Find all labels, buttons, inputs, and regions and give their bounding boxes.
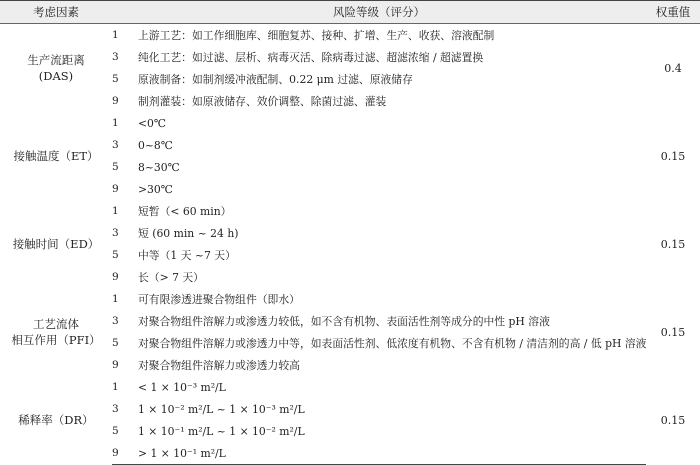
risk-description-cell: 制剂灌装：如原液储存、效价调整、除菌过滤、灌装 xyxy=(138,94,387,108)
score-cell: 3 xyxy=(112,51,119,63)
risk-description-cell: 对聚合物组件溶解力或渗透力中等，如表面活性剂、低浓度有机物、不含有机物 / 清洁剂的高 / 低 pH 溶液 xyxy=(138,336,646,350)
factor-label-line: (DAS) xyxy=(38,69,74,83)
score-cell: 5 xyxy=(112,161,119,173)
risk-description-cell: >30℃ xyxy=(138,182,173,196)
score-cell: 9 xyxy=(112,95,119,107)
risk-description-cell: 对聚合物组件溶解力或渗透力较低，如不含有机物、表面活性剂等成分的中性 pH 溶液 xyxy=(138,314,550,328)
risk-description-cell: 短 (60 min ~ 24 h) xyxy=(138,226,239,240)
factor-cell xyxy=(0,200,112,288)
factor-cell xyxy=(0,376,112,465)
risk-description-cell: <0℃ xyxy=(138,116,166,130)
risk-description-cell: 1 × 10⁻² m²/L ~ 1 × 10⁻³ m²/L xyxy=(138,402,305,416)
score-cell: 1 xyxy=(112,117,119,129)
table-header-row xyxy=(0,1,700,24)
risk-description-cell: 可有限渗透进聚合物组件（即水） xyxy=(138,292,300,306)
risk-description-cell: 长（> 7 天） xyxy=(138,270,204,284)
risk-description-cell: > 1 × 10⁻¹ m²/L xyxy=(138,442,646,465)
factor-label-line: 相互作用（PFI） xyxy=(11,333,101,347)
risk-description-cell: 1 × 10⁻¹ m²/L ~ 1 × 10⁻² m²/L xyxy=(138,424,305,438)
header-weight: 权重值 xyxy=(646,1,700,24)
weight-cell: 0.15 xyxy=(660,413,686,427)
score-cell: 1 xyxy=(112,29,119,41)
factor-cell xyxy=(0,24,112,113)
header-factor: 考虑因素 xyxy=(0,1,112,24)
factor-label-line: 接触温度（ET） xyxy=(13,149,99,163)
score-cell: 5 xyxy=(112,425,119,437)
score-cell: 9 xyxy=(112,183,119,195)
factor-label-line: 生产流距离 xyxy=(27,53,85,67)
weight-cell: 0.4 xyxy=(664,61,682,75)
score-cell: 1 xyxy=(112,381,119,393)
score-cell: 9 xyxy=(112,442,138,465)
header-risk-level: 风险等级（评分） xyxy=(112,1,646,24)
risk-description-cell: 短暂（< 60 min） xyxy=(138,204,232,218)
score-cell: 3 xyxy=(112,403,119,415)
factor-label-line: 接触时间（ED） xyxy=(12,237,100,251)
weight-cell: 0.15 xyxy=(660,325,686,339)
table-row xyxy=(0,200,700,222)
score-cell: 3 xyxy=(112,139,119,151)
score-cell: 1 xyxy=(112,293,119,305)
score-cell: 9 xyxy=(112,359,119,371)
table-row xyxy=(0,24,700,47)
factor-label-line: 工艺流体 xyxy=(33,317,79,331)
risk-description-cell: 中等（1 天 ~7 天） xyxy=(138,248,236,262)
table-row xyxy=(0,112,700,134)
table-row xyxy=(0,376,700,398)
factor-cell xyxy=(0,112,112,200)
score-cell: 5 xyxy=(112,249,119,261)
weight-cell: 0.15 xyxy=(660,149,686,163)
risk-description-cell: 原液制备：如制剂缓冲液配制、0.22 μm 过滤、原液储存 xyxy=(138,72,413,86)
score-cell: 5 xyxy=(112,337,119,349)
table-body xyxy=(0,24,700,465)
risk-description-cell: 0~8℃ xyxy=(138,138,173,152)
risk-description-cell: 纯化工艺：如过滤、层析、病毒灭活、除病毒过滤、超滤浓缩 / 超滤置换 xyxy=(138,50,484,64)
score-cell: 3 xyxy=(112,227,119,239)
score-cell: 3 xyxy=(112,315,119,327)
score-cell: 9 xyxy=(112,271,119,283)
risk-description-cell: 对聚合物组件溶解力或渗透力较高 xyxy=(138,358,300,372)
table-row xyxy=(0,288,700,310)
weight-cell: 0.15 xyxy=(660,237,686,251)
factor-cell xyxy=(0,288,112,376)
risk-description-cell: 8~30℃ xyxy=(138,160,180,174)
risk-description-cell: 上游工艺：如工作细胞库、细胞复苏、接种、扩增、生产、收获、溶液配制 xyxy=(138,28,495,42)
risk-description-cell: < 1 × 10⁻³ m²/L xyxy=(138,380,226,394)
factor-label-line: 稀释率（DR） xyxy=(18,413,94,428)
score-cell: 5 xyxy=(112,73,119,85)
score-cell: 1 xyxy=(112,205,119,217)
